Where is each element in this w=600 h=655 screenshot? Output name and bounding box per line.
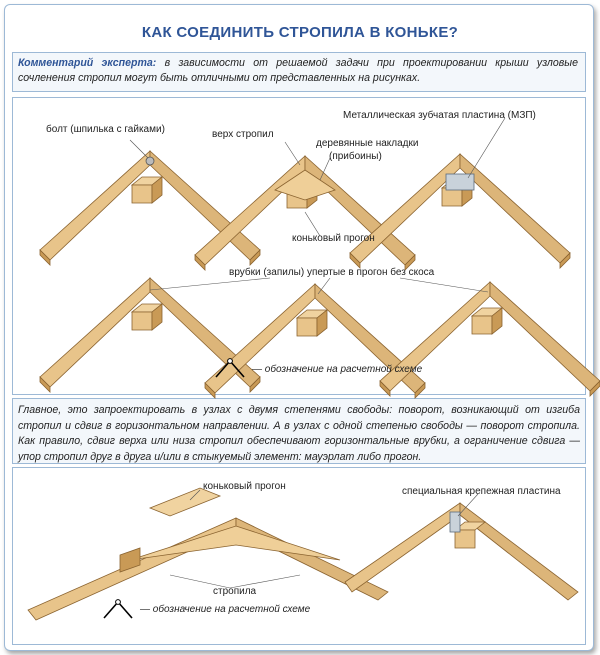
label-ridge-purlin: коньковый прогон xyxy=(292,233,375,244)
expert-comment-lead: Комментарий эксперта: xyxy=(18,57,157,69)
label-rafter-top: верх стропил xyxy=(212,129,274,140)
expert-comment-text: в зависимости от решаемой задачи при проектировании крыши узловые сочленения стропил могут быть отличными от представленных на рисунках. xyxy=(18,57,578,84)
label-legend-top: — обозначение на расчетной схеме xyxy=(252,364,423,375)
label-bolt: болт (шпилька с гайками) xyxy=(46,124,165,135)
label-metal-plate: Металлическая зубчатая пластина (МЗП) xyxy=(343,110,536,121)
label-notches: врубки (запилы) упертые в прогон без скоса xyxy=(229,267,435,278)
label-special-plate: специальная крепежная пластина xyxy=(402,486,561,497)
ridge-joint-wooden-pads xyxy=(195,156,415,270)
design-scheme-symbol-bottom xyxy=(104,600,132,618)
label-wooden-pads-2: (прибоины) xyxy=(329,151,382,162)
ridge-joint-metal-plate xyxy=(350,154,570,268)
label-rafters: стропила xyxy=(213,586,257,597)
label-wooden-pads: деревянные накладки xyxy=(316,138,419,149)
main-text: Главное, это запроектировать в узлах с двумя степенями свободы: поворот, возникающий от изгиба стропил и сдвиг в горизонтальном направлении. А в узлах с одной степенью свободы — поворот стропила. Как правило, сдвиг верха или низа стропил обеспечивают горизонтальные врубки, а ограничение сдвига — упор стропил друг в друга и/или в стыкуемый элемент: мауэрлат либо прогон. xyxy=(18,404,580,463)
ridge-joint-bolt xyxy=(40,151,260,265)
ridge-joint-special-plate xyxy=(345,503,578,600)
ridge-truss-bottom xyxy=(28,488,388,620)
page-title: КАК СОЕДИНИТЬ СТРОПИЛА В КОНЬКЕ? xyxy=(141,24,459,41)
label-legend-bottom: — обозначение на расчетной схеме xyxy=(140,604,311,615)
label-ridge-purlin-bottom: коньковый прогон xyxy=(203,481,286,492)
